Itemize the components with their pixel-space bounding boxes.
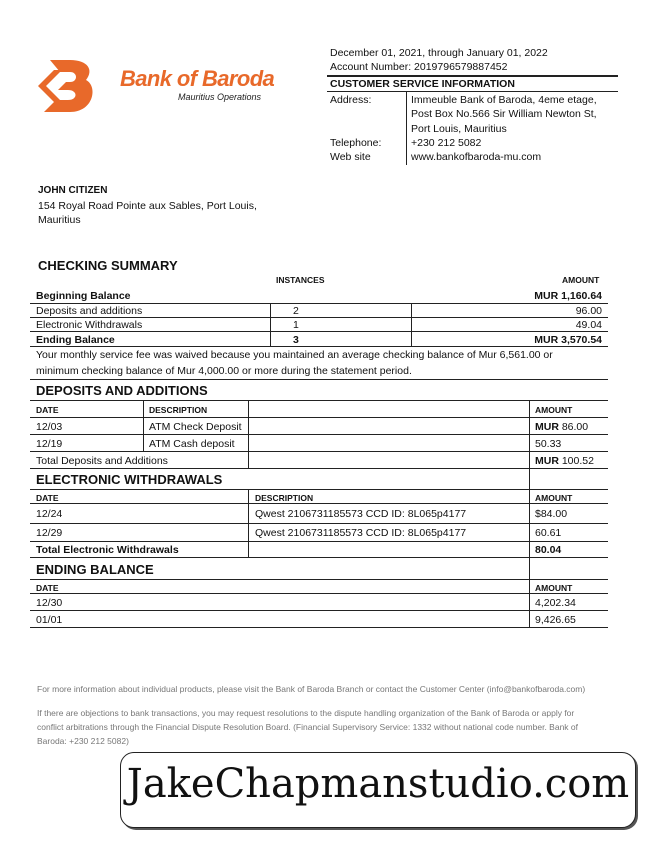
currency-prefix: MUR	[535, 455, 559, 467]
currency-prefix: MUR	[535, 421, 559, 433]
withdrawals-total-amount: 80.04	[535, 544, 562, 556]
divider	[143, 400, 144, 451]
service-fee-note: Your monthly service fee was waived because you maintained an average checking balance of Mur 6,561.00 or	[36, 349, 553, 361]
checking-summary-title: CHECKING SUMMARY	[38, 258, 178, 273]
address-line: Immeuble Bank of Baroda, 4eme etage,	[411, 94, 597, 106]
withdrawal-amount: 60.61	[535, 527, 562, 539]
website-label: Web site	[330, 151, 371, 163]
withdrawals-title: ELECTRONIC WITHDRAWALS	[36, 472, 223, 487]
summary-row-amount: MUR 3,570.54	[534, 334, 602, 346]
withdrawal-amount: $84.00	[535, 508, 568, 520]
service-fee-note: minimum checking balance of Mur 4,000.00 or more during the statement period.	[36, 365, 412, 377]
deposit-description: ATM Cash deposit	[149, 438, 235, 450]
divider	[327, 91, 618, 92]
deposit-description: ATM Check Deposit	[149, 421, 242, 433]
deposit-amount: 50.33	[535, 438, 562, 450]
withdrawals-total-label: Total Electronic Withdrawals	[36, 544, 179, 556]
summary-row-label: Beginning Balance	[36, 290, 131, 302]
col-date: DATE	[36, 583, 59, 593]
col-description: DESCRIPTION	[149, 405, 208, 415]
address-line: Post Box No.566 Sir William Newton St,	[411, 108, 597, 120]
service-info-title: CUSTOMER SERVICE INFORMATION	[330, 78, 515, 90]
divider	[30, 451, 608, 452]
divider	[411, 303, 412, 346]
divider	[30, 593, 608, 594]
divider	[327, 75, 618, 77]
divider	[529, 468, 530, 557]
divider	[30, 400, 608, 401]
summary-row-label: Deposits and additions	[36, 305, 143, 317]
telephone: +230 212 5082	[411, 137, 482, 149]
summary-row-amount: 96.00	[575, 305, 602, 317]
customer-address: Mauritius	[38, 214, 81, 226]
divider	[30, 468, 608, 469]
divider	[248, 400, 249, 468]
deposit-amount: 86.00	[558, 421, 589, 433]
deposit-date: 12/03	[36, 421, 63, 433]
deposits-total-amount: 100.52	[558, 455, 594, 467]
divider	[30, 489, 608, 490]
col-amount: AMOUNT	[535, 493, 573, 503]
summary-row-label: Ending Balance	[36, 334, 115, 346]
customer-name: JOHN CITIZEN	[38, 185, 108, 196]
withdrawal-description: Qwest 2106731185573 CCD ID: 8L065p4177	[255, 527, 467, 539]
watermark-banner	[120, 752, 636, 828]
divider	[529, 557, 530, 627]
ending-balance-title: ENDING BALANCE	[36, 562, 154, 577]
withdrawal-date: 12/24	[36, 508, 63, 520]
ending-amount: 9,426.65	[535, 614, 576, 626]
address-label: Address:	[330, 94, 372, 106]
summary-row-label: Electronic Withdrawals	[36, 319, 143, 331]
divider	[30, 379, 608, 380]
footer-dispute: If there are objections to bank transactions, you may request resolutions to the dispute handling organization of the Bank of Baroda or apply for	[37, 708, 575, 718]
col-amount: AMOUNT	[535, 405, 573, 415]
withdrawal-date: 12/29	[36, 527, 63, 539]
summary-row-instances: 1	[293, 319, 299, 331]
col-instances: INSTANCES	[276, 275, 325, 285]
col-date: DATE	[36, 405, 59, 415]
footer-dispute: conflict arbitrations through the Financial Dispute Resolution Board. (Financial Supervisory Service: 1332 without national code number. Bank of	[37, 722, 578, 732]
telephone-label: Telephone:	[330, 137, 382, 149]
ending-date: 01/01	[36, 614, 63, 626]
divider	[30, 557, 608, 558]
summary-row-amount: MUR 1,160.64	[534, 290, 602, 302]
divider	[30, 303, 608, 304]
ending-amount: 4,202.34	[535, 597, 576, 609]
address-line: Port Louis, Mauritius	[411, 123, 507, 135]
brand-subtitle: Mauritius Operations	[178, 92, 262, 102]
website-link[interactable]: www.bankofbaroda-mu.com	[411, 151, 542, 163]
withdrawal-description: Qwest 2106731185573 CCD ID: 8L065p4177	[255, 508, 467, 520]
footer-info: For more information about individual products, please visit the Bank of Baroda Branch or contact the Customer Center (info@bankofbaroda.com)	[37, 684, 586, 694]
account-number: Account Number: 2019796579887452	[330, 61, 508, 73]
deposits-title: DEPOSITS AND ADDITIONS	[36, 383, 208, 398]
ending-date: 12/30	[36, 597, 63, 609]
divider	[30, 317, 608, 318]
deposit-date: 12/19	[36, 438, 63, 450]
col-description: DESCRIPTION	[255, 493, 314, 503]
divider	[30, 610, 608, 611]
summary-row-amount: 49.04	[575, 319, 602, 331]
divider	[30, 346, 608, 347]
divider	[30, 331, 608, 332]
col-amount: AMOUNT	[562, 275, 600, 285]
divider	[270, 303, 271, 346]
divider	[30, 627, 608, 628]
bank-of-baroda-logo-icon	[36, 56, 106, 116]
divider	[30, 417, 608, 418]
col-amount: AMOUNT	[535, 583, 573, 593]
divider	[30, 541, 608, 542]
customer-address: 154 Royal Road Pointe aux Sables, Port Louis,	[38, 200, 257, 212]
divider	[30, 503, 608, 504]
divider	[30, 523, 608, 524]
statement-period: December 01, 2021, through January 01, 2022	[330, 47, 548, 59]
footer-dispute: Baroda: +230 212 5082)	[37, 736, 129, 746]
divider	[30, 434, 608, 435]
summary-row-instances: 3	[293, 334, 299, 346]
col-date: DATE	[36, 493, 59, 503]
divider	[30, 579, 608, 580]
watermark-text: JakeChapmanstudio.com	[126, 761, 630, 807]
summary-row-instances: 2	[293, 305, 299, 317]
divider	[248, 489, 249, 557]
divider	[529, 400, 530, 468]
divider	[406, 91, 407, 165]
deposits-total-label: Total Deposits and Additions	[36, 455, 168, 467]
brand-name: Bank of Baroda	[120, 66, 275, 91]
